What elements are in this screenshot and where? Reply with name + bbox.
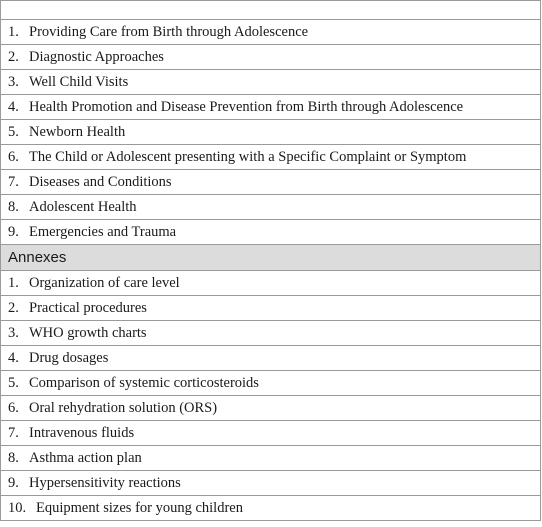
annex-row: [1, 471, 540, 496]
annex-row: [1, 421, 540, 446]
item-number: 6.: [8, 399, 19, 416]
chapter-row: [1, 170, 540, 195]
item-number: 9.: [8, 474, 19, 491]
item-number: 4.: [8, 349, 19, 366]
item-number: 2.: [8, 48, 19, 65]
item-number: 3.: [8, 73, 19, 90]
item-number: 2.: [8, 299, 19, 316]
item-title: Emergencies and Trauma: [29, 223, 177, 240]
item-number: 5.: [8, 374, 19, 391]
annex-row: [1, 321, 540, 346]
chapter-row: [1, 95, 540, 120]
annexes-heading: Annexes: [1, 245, 540, 271]
annex-row: [1, 396, 540, 421]
item-title: Organization of care level: [29, 274, 180, 291]
chapter-row: [1, 45, 540, 70]
annex-row: [1, 496, 540, 521]
item-title: Adolescent Health: [29, 198, 137, 215]
item-title: Oral rehydration solution (ORS): [29, 399, 218, 416]
item-number: 8.: [8, 198, 19, 215]
item-number: 5.: [8, 123, 19, 140]
annex-row: [1, 446, 540, 471]
item-title: WHO growth charts: [29, 324, 147, 341]
item-number: 1.: [8, 23, 19, 40]
item-title: Equipment sizes for young children: [36, 499, 243, 516]
item-title: Practical procedures: [29, 299, 147, 316]
chapter-row: [1, 195, 540, 220]
chapter-row: [1, 20, 540, 45]
item-title: Hypersensitivity reactions: [29, 474, 181, 491]
item-number: 8.: [8, 449, 19, 466]
item-number: 6.: [8, 148, 19, 165]
annex-row: [1, 271, 540, 296]
item-title: Diseases and Conditions: [29, 173, 172, 190]
item-title: Diagnostic Approaches: [29, 48, 164, 65]
item-title: Comparison of systemic corticosteroids: [29, 374, 259, 391]
item-title: Asthma action plan: [29, 449, 142, 466]
item-number: 1.: [8, 274, 19, 291]
item-title: The Child or Adolescent presenting with a Specific Complaint or Symptom: [29, 148, 467, 165]
item-number: 10.: [8, 499, 27, 516]
item-number: 4.: [8, 98, 19, 115]
annex-row: [1, 371, 540, 396]
chapter-row: [1, 70, 540, 95]
item-number: 9.: [8, 223, 19, 240]
item-number: 7.: [8, 173, 19, 190]
item-title: Well Child Visits: [29, 73, 129, 90]
item-title: Intravenous fluids: [29, 424, 135, 441]
annex-row: [1, 296, 540, 321]
table-header-blank: [1, 0, 540, 20]
item-number: 7.: [8, 424, 19, 441]
item-title: Health Promotion and Disease Prevention from Birth through Adolescence: [29, 98, 464, 115]
chapter-row: [1, 145, 540, 170]
annex-row: [1, 346, 540, 371]
chapter-row: [1, 120, 540, 145]
item-title: Drug dosages: [29, 349, 109, 366]
item-number: 3.: [8, 324, 19, 341]
chapter-row: [1, 220, 540, 245]
item-title: Providing Care from Birth through Adolescence: [29, 23, 309, 40]
item-title: Newborn Health: [29, 123, 126, 140]
